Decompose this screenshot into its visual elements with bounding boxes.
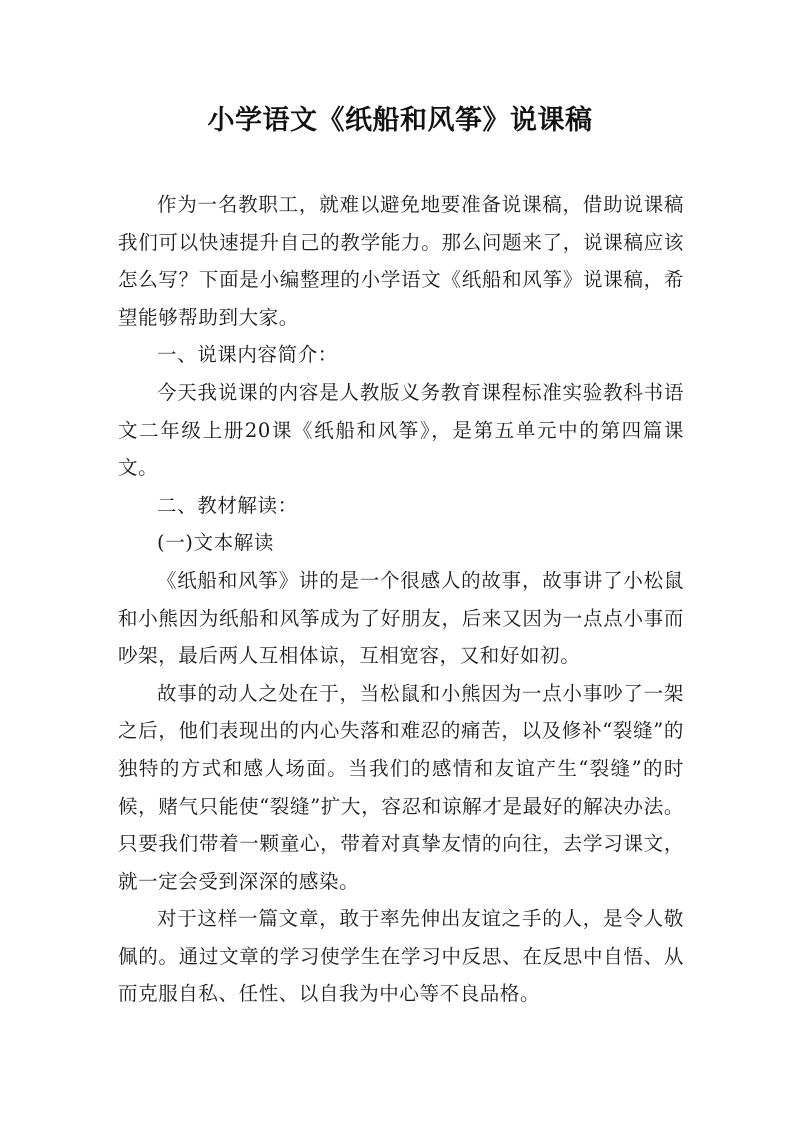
section-heading-content: 一、说课内容简介： <box>157 343 338 367</box>
subsection-heading-text: (一)文本解读 <box>157 531 274 555</box>
paragraph-lesson: 对于这样一篇文章，敢于率先伸出友谊之手的人，是令人敬佩的。通过文章的学习使学生在学习中反思、在反思中自悟、从而克服自私、任性、以自我为中心等不良品格。 <box>118 907 684 1006</box>
document-body <box>118 186 684 1013</box>
document-title: 小学语文《纸船和风筝》说课稿 <box>207 105 593 136</box>
paragraph-content: 今天我说课的内容是人教版义务教育课程标准实验教科书语文二年级上册20课《纸船和风筝》，是第五单元中的第四篇课文。 <box>118 380 684 480</box>
paragraph-story: 《纸船和风筝》讲的是一个很感人的故事，故事讲了小松鼠和小熊因为纸船和风筝成为了好朋友，后来又因为一点点小事而吵架，最后两人互相体谅，互相宽容，又和好如初。 <box>118 568 684 668</box>
section-heading-material: 二、教材解读： <box>157 493 298 517</box>
paragraph-intro: 作为一名教职工，就难以避免地要准备说课稿，借助说课稿我们可以快速提升自己的教学能力。那么问题来了，说课稿应该怎么写？下面是小编整理的小学语文《纸船和风筝》说课稿，希望能够帮助到大家。 <box>118 193 684 329</box>
paragraph-touching: 故事的动人之处在于，当松鼠和小熊因为一点小事吵了一架之后，他们表现出的内心失落和难忍的痛苦，以及修补“裂缝”的独特的方式和感人场面。当我们的感情和友谊产生“裂缝”的时候，赌气只能使“裂缝”扩大，容忍和谅解才是最好的解决办法。只要我们带着一颗童心，带着对真挚友情的向往，去学习课文，就一定会受到深深的感染。 <box>118 681 684 893</box>
